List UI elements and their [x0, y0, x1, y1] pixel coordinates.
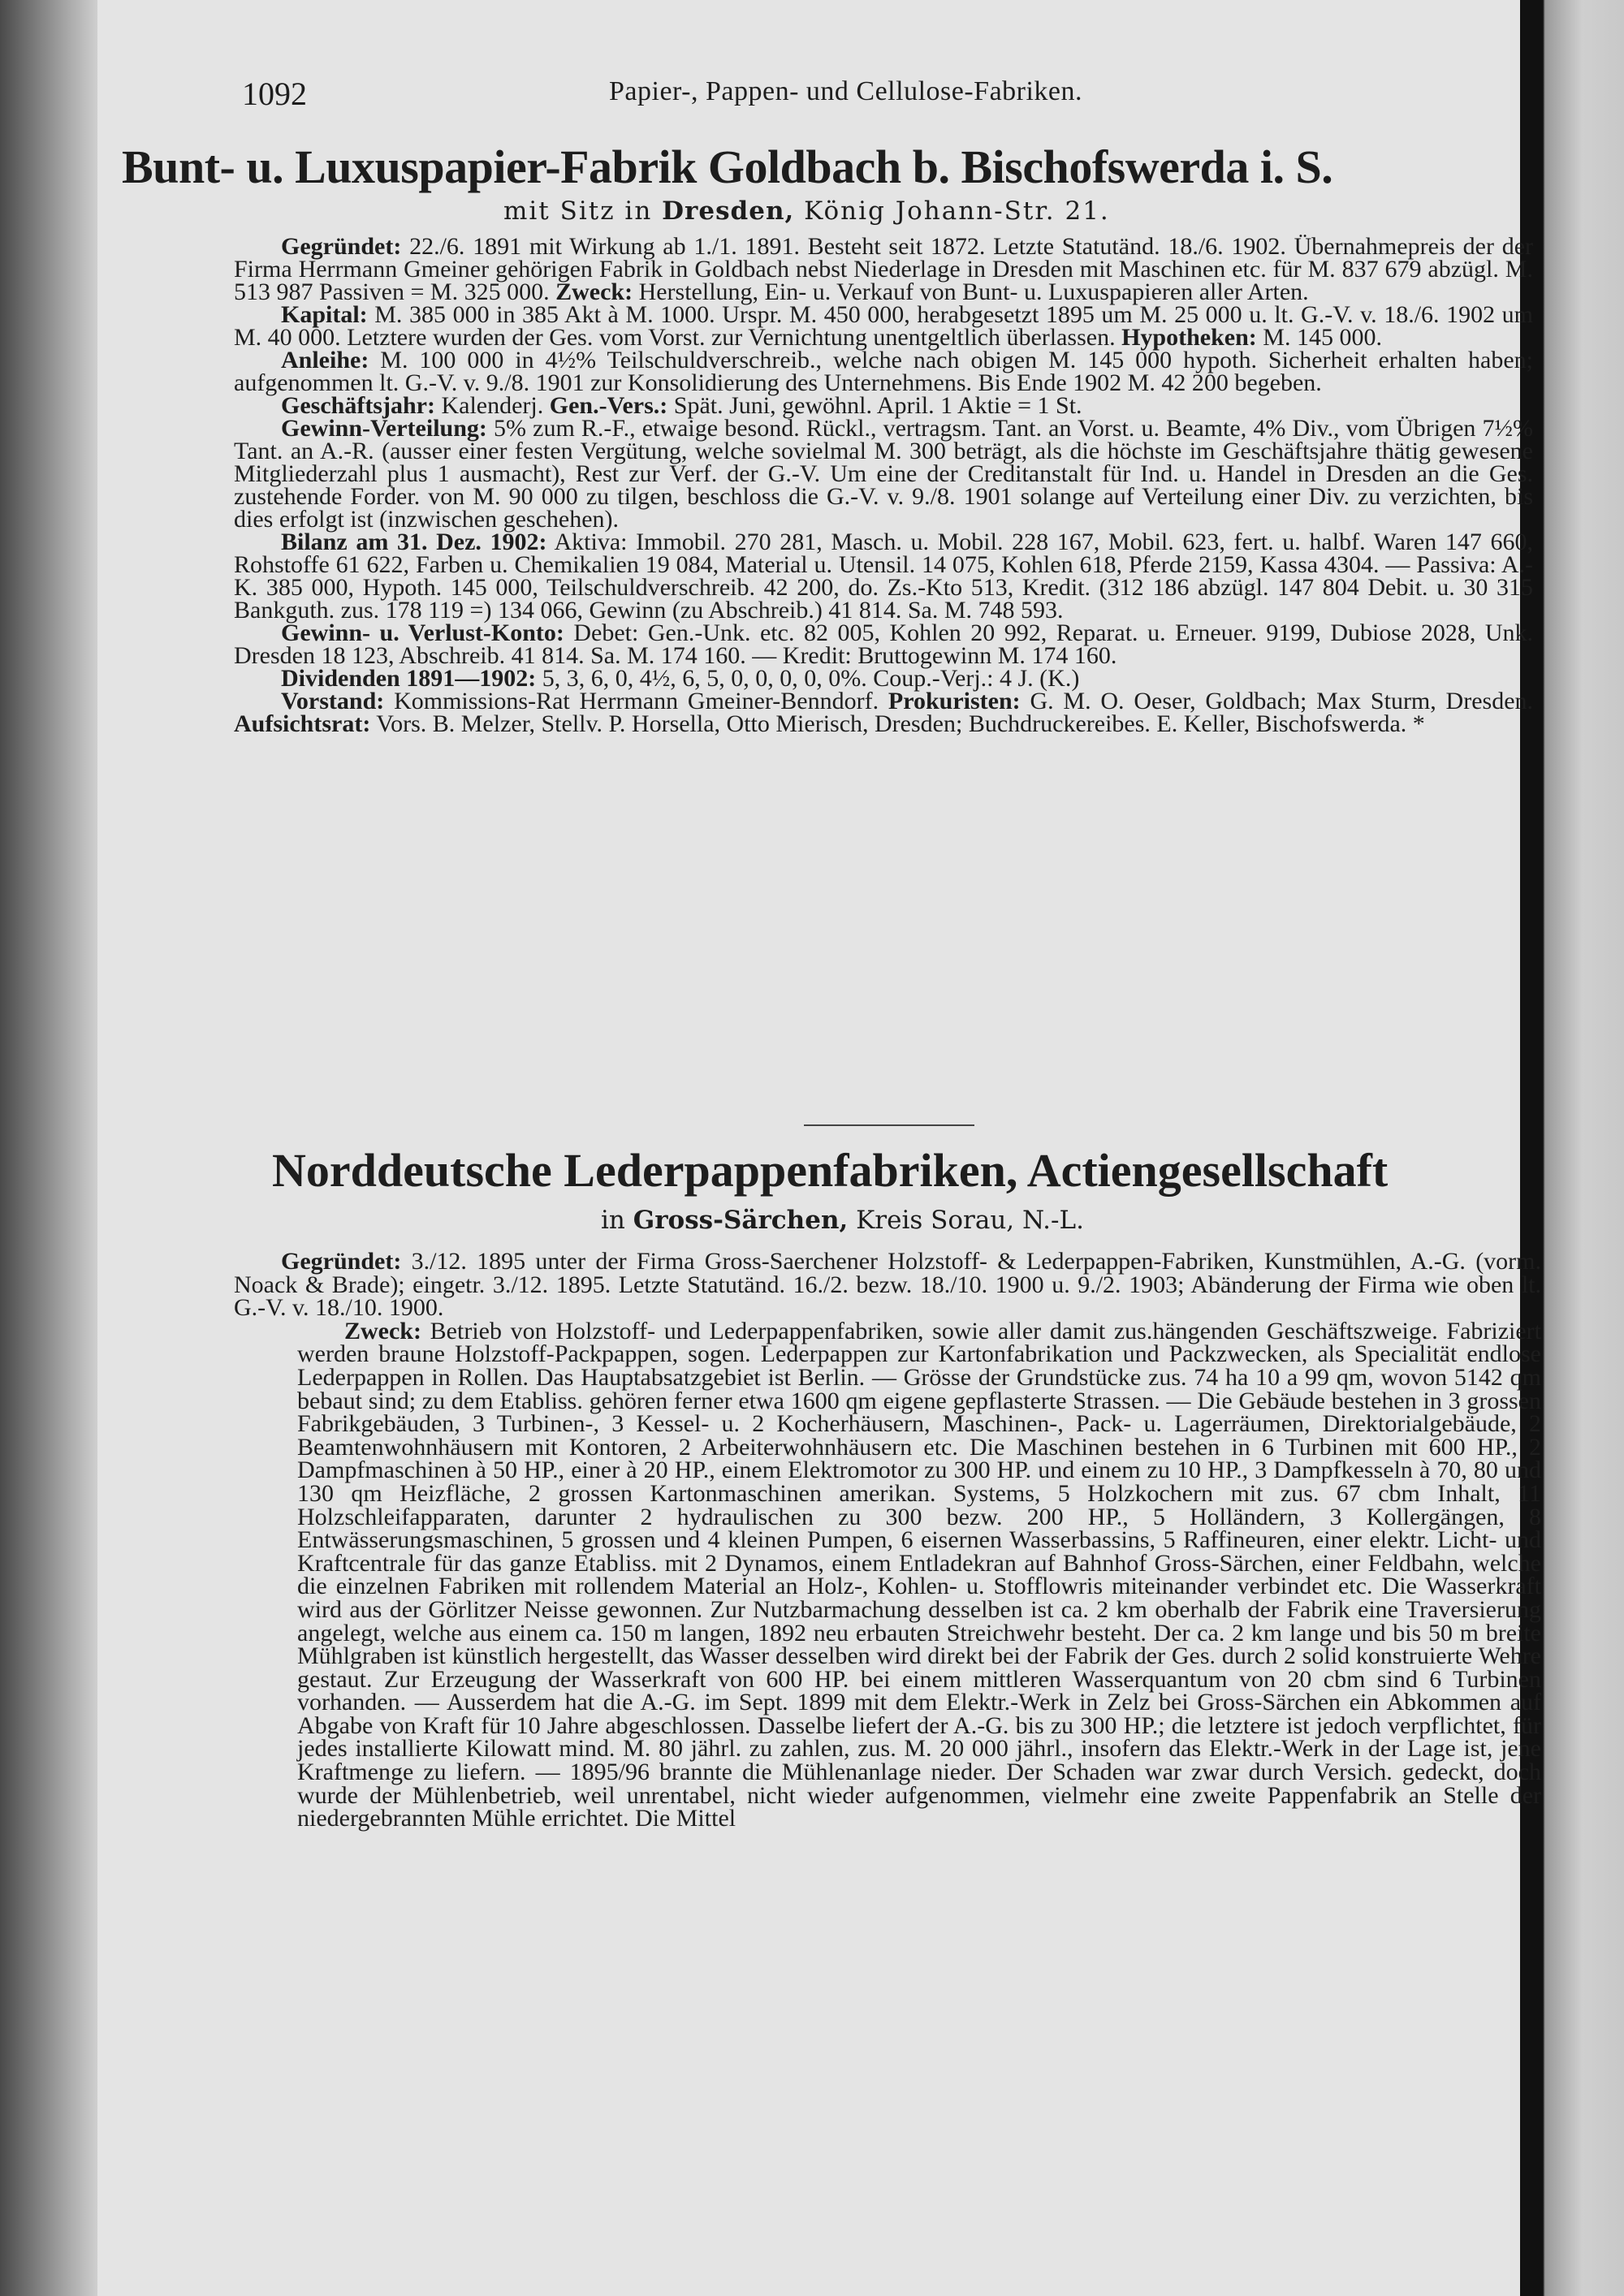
entry-paragraph: Gewinn- u. Verlust-Konto: Debet: Gen.-Unk. etc. 82 005, Kohlen 20 992, Reparat. u. Erneuer. 9199, Dubiose 2028, Unk. Dresden 18 123, Abschreib. 41 814. Sa. M. 174 160. — Kredit: Bruttogewinn M. 174 160. — [234, 619, 1534, 669]
scan-edge-left — [0, 0, 97, 2296]
company1-entry — [234, 235, 1533, 736]
entry-paragraph: Gegründet: 3./12. 1895 unter der Firma Gross-Saerchener Holzstoff- & Lederpappen-Fabriken, Kunstmühlen, A.-G. (vorm. Noack & Brade); eingetr. 3./12. 1895. Letzte Statutänd. 16./2. bezw. 18./10. 1900 u. 9./2. 1903; Abänderung der Firma wie oben lt. G.-V. v. 18./10. 1900. — [234, 1248, 1542, 1322]
company1-place: b. Bischofswerda i. S. — [912, 140, 1333, 193]
entry-paragraph: Gewinn-Verteilung: 5% zum R.-F., etwaige besond. Rückl., vertragsm. Tant. an Vorst. u. Beamte, 4% Div., vom Übrigen 7½% Tant. an A.-R. (ausser einer festen Vergütung, welche sovielmal M. 300 beträgt, als die höchste im Geschäftsjahre thätig gewesene Mitgliederzahl plus 1 ausmacht), Rest zur Verf. der G.-V. Um eine der Creditanstalt für Ind. u. Handel in Dresden an die Ges. zustehende Forder. von M. 90 000 zu tilgen, beschloss die G.-V. v. 9./8. 1901 solange auf Verteilung einer Div. zu verzichten, bis dies erfolgt ist (inzwischen geschehen). — [234, 415, 1533, 533]
entry-paragraph: Vorstand: Kommissions-Rat Herrmann Gmeiner-Benndorf. Prokuristen: G. M. O. Oeser, Goldbach; Max Sturm, Dresden. Aufsichtsrat: Vors. B. Melzer, Stellv. P. Horsella, Otto Mierisch, Dresden; Buchdruckereibes. E. Keller, Bischofswerda. * — [234, 688, 1534, 737]
company1-heading — [122, 140, 1527, 194]
entry-paragraph: Kapital: M. 385 000 in 385 Akt à M. 1000. Urspr. M. 450 000, herabgesetzt 1895 um M. 25 000 u. lt. G.-V. v. 18./6. 1902 um M. 40 000. Letztere wurden der Ges. vom Vorst. zur Vernichtung unentgeltlich überlassen. Hypotheken: M. 145 000. — [234, 301, 1534, 351]
company2-seat: in Gross-Särchen, Kreis Sorau, N.-L. — [601, 1206, 1084, 1235]
page-header — [122, 75, 1624, 123]
running-title: Papier-, Pappen- und Cellulose-Fabriken. — [609, 76, 1083, 106]
section-divider — [804, 1124, 974, 1126]
company1-name: Bunt- u. Luxuspapier-Fabrik Goldbach — [122, 140, 901, 193]
company1-seat-city: Dresden, — [662, 196, 795, 226]
entry-paragraph: Geschäftsjahr: Kalenderj. Gen.-Vers.: Spät. Juni, gewöhnl. April. 1 Aktie = 1 St. — [281, 392, 1082, 419]
entry-paragraph: Anleihe: M. 100 000 in 4½% Teilschuldverschreib., welche nach obigen M. 145 000 hypoth. Sicherheit erhalten haben; aufgenommen lt. G.-V. v. 9./8. 1901 zur Konsolidierung des Unternehmens. Bis Ende 1902 M. 42 200 begeben. — [234, 347, 1534, 396]
entry-paragraph: Bilanz am 31. Dez. 1902: Aktiva: Immobil. 270 281, Masch. u. Mobil. 228 167, Mobil. 623, fert. u. halbf. Waren 147 660, Rohstoffe 61 622, Farben u. Chemikalien 19 084, Material u. Utensil. 14 075, Kohlen 618, Pferde 2159, Kassa 4304. — Passiva: A.-K. 385 000, Hypoth. 145 000, Teilschuldverschreib. 42 200, do. Zs.-Kto 513, Kredit. (312 186 abzügl. 147 804 Debit. u. 30 315 Bankguth. zus. 178 119 =) 134 066, Gewinn (zu Abschreib.) 41 814. Sa. M. 748 593. — [234, 529, 1533, 624]
company2-seat-city: Gross-Särchen, — [633, 1206, 849, 1235]
entry-paragraph: Zweck: Betrieb von Holzstoff- und Lederpappenfabriken, sowie aller damit zus.hängenden Geschäftszweige. Fabriziert werden braune Holzstoff-Packpappen, sogen. Lederpappen zur Kartonfabrikation und Packzwecken, als Specialität endlose Lederpappen in Rollen. Das Hauptabsatzgebiet ist Berlin. — Grösse der Grundstücke zus. 74 ha 10 a 99 qm, wovon 5142 qm bebaut sind; zu dem Etabliss. gehören ferner etwa 1600 qm eigene gepflasterte Strassen. — Die Gebäude bestehen in 3 grossen Fabrikgebäuden, 3 Turbinen-, 3 Kessel- u. 2 Kocherhäusern, Maschinen-, Pack- u. Lagerräumen, Direktorialgebäude, 2 Beamtenwohnhäusern mit Kontoren, 2 Arbeiterwohnhäusern etc. Die Maschinen bestehen in 6 Turbinen mit 600 HP., 2 Dampfmaschinen à 50 HP., einer à 20 HP., einem Elektromotor zu 300 HP. und einem zu 10 HP., 3 Dampfkesseln à 70, 80 und 130 qm Heizfläche, 2 grossen Kartonmaschinen amerikan. Systems, 5 Holzkochern mit zus. 67 cbm Inhalt, 11 Holzschleifapparaten, darunter 2 hydraulischen zu 300 bezw. 200 HP., 5 Holländern, 3 Kollergängen, 8 Entwässerungsmaschinen, 5 grossen und 4 kleinen Pumpen, 6 eisernen Wasserbassins, 5 Raffineuren, einer elektr. Licht- und Kraftcentrale für das ganze Etabliss. mit 2 Dynamos, einem Entladekran auf Bahnhof Gross-Särchen, einer Feldbahn, welche die einzelnen Fabriken mit rollendem Material an Holz-, Kohlen- u. Stofflowris miteinander verbindet etc. Die Wasserkraft wird aus der Görlitzer Neisse gewonnen. Zur Nutzbarmachung desselben ist ca. 2 km oberhalb der Fabrik eine Traversierung angelegt, welche aus einem ca. 150 m langen, 1892 neu erbauten Streichwehr besteht. Der ca. 2 km lange und bis 50 m breite Mühlgraben ist künstlich hergestellt, das Wasser desselben wird direkt bei der Fabrik der Ges. durch 2 solid konstruierte Wehre gestaut. Zur Erzeugung der Wasserkraft von 600 HP. bei einem mittleren Wasserquantum von 20 cbm sind 6 Turbinen vorhanden. — Ausserdem hat die A.-G. im Sept. 1899 mit dem Elektr.-Werk in Zelz bei Gross-Särchen ein Abkommen auf Abgabe von Kraft für 10 Jahre abgeschlossen. Dasselbe liefert der A.-G. bis zu 300 HP.; die letztere ist jedoch verpflichtet, für jedes installierte Kilowatt mind. M. 80 jährl. zu zahlen, zus. M. 20 000 jährl., insofern das Elektr.-Werk in der Lage ist, jene Kraftmenge zu liefern. — 1895/96 brannte die Mühlenanlage nieder. Der Schaden war zwar durch Versich. gedeckt, doch wurde der Mühlenbetrieb, weil unrentabel, nicht wieder aufgenommen, vielmehr eine zweite Pappenfabrik an Stelle der niedergebrannten Mühle errichtet. Die Mittel — [297, 1317, 1541, 1832]
company2-name: Norddeutsche Lederpappenfabriken, Actiengesellschaft — [272, 1144, 1389, 1197]
page-number: 1092 — [242, 76, 307, 112]
entry-paragraph: Dividenden 1891—1902: 5, 3, 6, 0, 4½, 6, 5, 0, 0, 0, 0, 0%. Coup.-Verj.: 4 J. (K.) — [281, 665, 1080, 692]
company1-seat: mit Sitz in Dresden, König Johann-Str. 21. — [503, 196, 1110, 226]
company2-entry — [234, 1250, 1541, 1831]
entry-paragraph: Gegründet: 22./6. 1891 mit Wirkung ab 1./1. 1891. Besteht seit 1872. Letzte Statutänd. 18./6. 1902. Übernahmepreis der der Firma Herrmann Gmeiner gehörigen Fabrik in Goldbach nebst Niederlage in Dresden mit Maschinen etc. für M. 837 679 abzügl. M. 513 987 Passiven = M. 325 000. Zweck: Herstellung, Ein- u. Verkauf von Bunt- u. Luxuspapieren aller Arten. — [234, 233, 1533, 305]
